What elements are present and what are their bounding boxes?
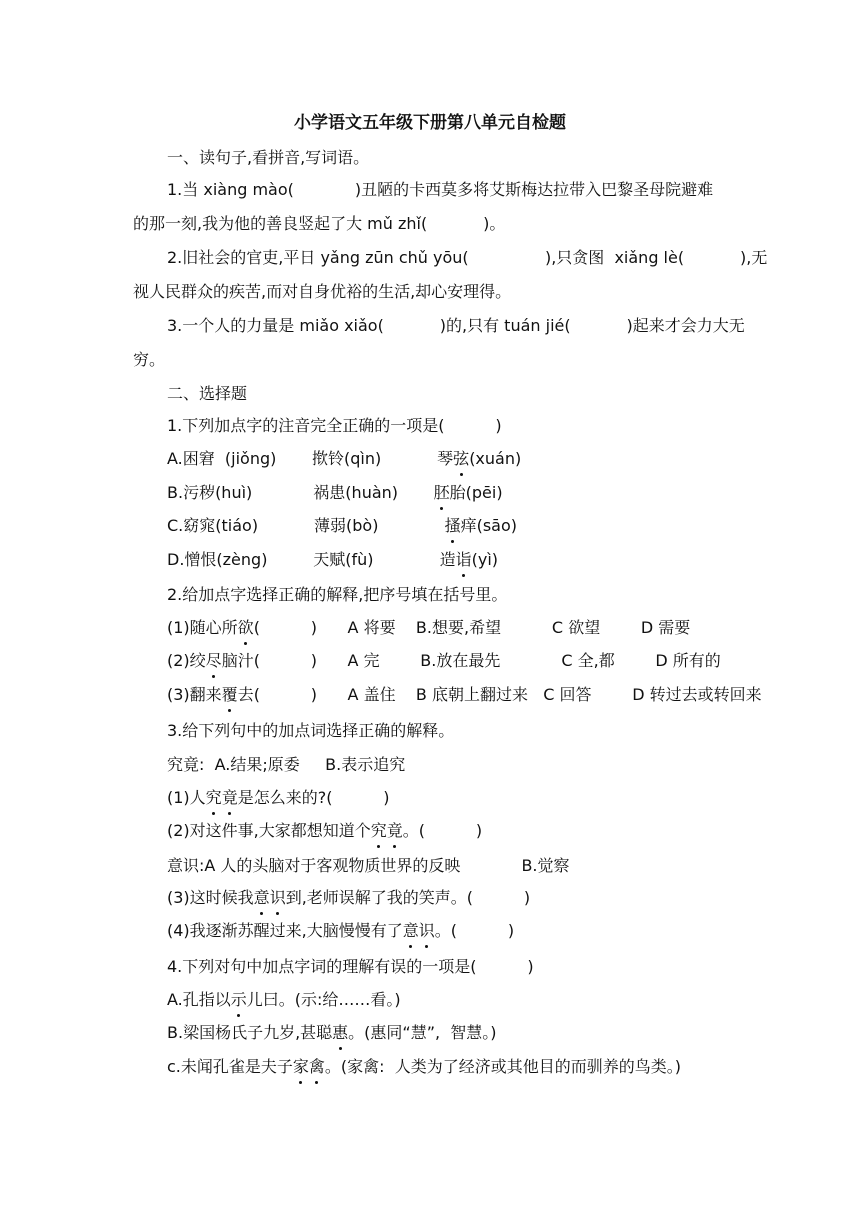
fill-in-question-1-line-1: 1.当 xiàng mào( )丑陋的卡西莫多将艾斯梅达拉带入巴黎圣母院避难 [167, 180, 714, 199]
choice-question-3-stem: 3.给下列句中的加点词选择正确的解释。 [167, 721, 455, 740]
fill-in-question-1-line-2: 的那一刻,我为他的善良竖起了大 mǔ zhǐ( )。 [133, 214, 506, 233]
emphasis-mark: 意 [254, 885, 270, 911]
choice-question-3-sentence-1: (1)人究竟是怎么来的?( ) [167, 785, 390, 811]
emphasis-mark: 意 [403, 918, 419, 944]
choice-question-4-option-c: c.未闻孔雀是夫子家禽。(家禽: 人类为了经济或其他目的而驯养的鸟类。) [167, 1054, 681, 1080]
choice-question-4-option-b: B.梁国杨氏子九岁,甚聪惠。(惠同“慧”, 智慧。) [167, 1020, 497, 1046]
fill-in-question-3-line-2: 穷。 [133, 350, 166, 369]
emphasis-mark: 家 [293, 1054, 309, 1080]
emphasis-mark: 竟 [222, 785, 238, 811]
choice-question-2-row-2: (2)绞尽脑汁( ) A 完 B.放在最先 C 全,都 D 所有的 [167, 648, 721, 674]
choice-question-3-sentence-3: (3)这时候我意识到,老师误解了我的笑声。( ) [167, 885, 530, 911]
emphasis-mark: 识 [419, 918, 435, 944]
choice-question-1-option-a: A.困窘 (jiǒng) 揿铃(qìn) 琴弦(xuán) [167, 446, 521, 472]
choice-question-2-row-3: (3)翻来覆去( ) A 盖住 B 底朝上翻过来 C 回答 D 转过去或转回来 [167, 682, 762, 708]
emphasis-mark: 识 [270, 885, 286, 911]
choice-question-1-option-c: C.窈窕(tiáo) 薄弱(bò) 搔痒(sāo) [167, 513, 517, 539]
choice-question-3-sentence-2: (2)对这件事,大家都想知道个究竟。( ) [167, 818, 482, 844]
emphasis-mark: 禽 [309, 1054, 325, 1080]
emphasis-mark: 示 [231, 987, 247, 1013]
choice-question-1-stem: 1.下列加点字的注音完全正确的一项是( ) [167, 416, 502, 435]
emphasis-mark: 究 [206, 785, 222, 811]
fill-in-question-3-line-1: 3.一个人的力量是 miǎo xiǎo( )的,只有 tuán jié( )起来才会力大无 [167, 316, 745, 335]
page-title: 小学语文五年级下册第八单元自检题 [294, 113, 566, 133]
choice-question-2-stem: 2.给加点字选择正确的解释,把序号填在括号里。 [167, 585, 508, 604]
choice-question-3-sentence-4: (4)我逐渐苏醒过来,大脑慢慢有了意识。( ) [167, 918, 514, 944]
fill-in-question-2-line-1: 2.旧社会的官吏,平日 yǎng zūn chǔ yōu( ),只贪图 xiǎng lè( ),无 [167, 248, 768, 267]
emphasis-mark: 究 [371, 818, 387, 844]
emphasis-mark: 诣 [456, 547, 472, 573]
choice-question-3-definition-2: 意识:A 人的头脑对于客观物质世界的反映 B.觉察 [167, 856, 570, 875]
emphasis-mark: 搔 [445, 513, 461, 539]
emphasis-mark: 欲 [238, 615, 254, 641]
choice-question-3-definition-1: 究竟: A.结果;原委 B.表示追究 [167, 755, 406, 774]
choice-question-1-option-b: B.污秽(huì) 祸患(huàn) 胚胎(pēi) [167, 480, 503, 506]
choice-question-4-stem: 4.下列对句中加点字词的理解有误的一项是( ) [167, 957, 534, 976]
section-two-heading: 二、选择题 [167, 384, 248, 403]
emphasis-mark: 胚 [434, 480, 450, 506]
section-one-heading: 一、读句子,看拼音,写词语。 [167, 148, 370, 167]
fill-in-question-2-line-2: 视人民群众的疾苦,而对自身优裕的生活,却心安理得。 [133, 282, 512, 301]
choice-question-4-option-a: A.孔指以示儿曰。(示:给……看。) [167, 987, 401, 1013]
emphasis-mark: 尽 [206, 648, 222, 674]
choice-question-1-option-d: D.憎恨(zèng) 天赋(fù) 造诣(yì) [167, 547, 498, 573]
emphasis-mark: 竟 [387, 818, 403, 844]
emphasis-mark: 弦 [453, 446, 469, 472]
emphasis-mark: 覆 [222, 682, 238, 708]
choice-question-2-row-1: (1)随心所欲( ) A 将要 B.想要,希望 C 欲望 D 需要 [167, 615, 690, 641]
emphasis-mark: 惠 [332, 1020, 348, 1046]
